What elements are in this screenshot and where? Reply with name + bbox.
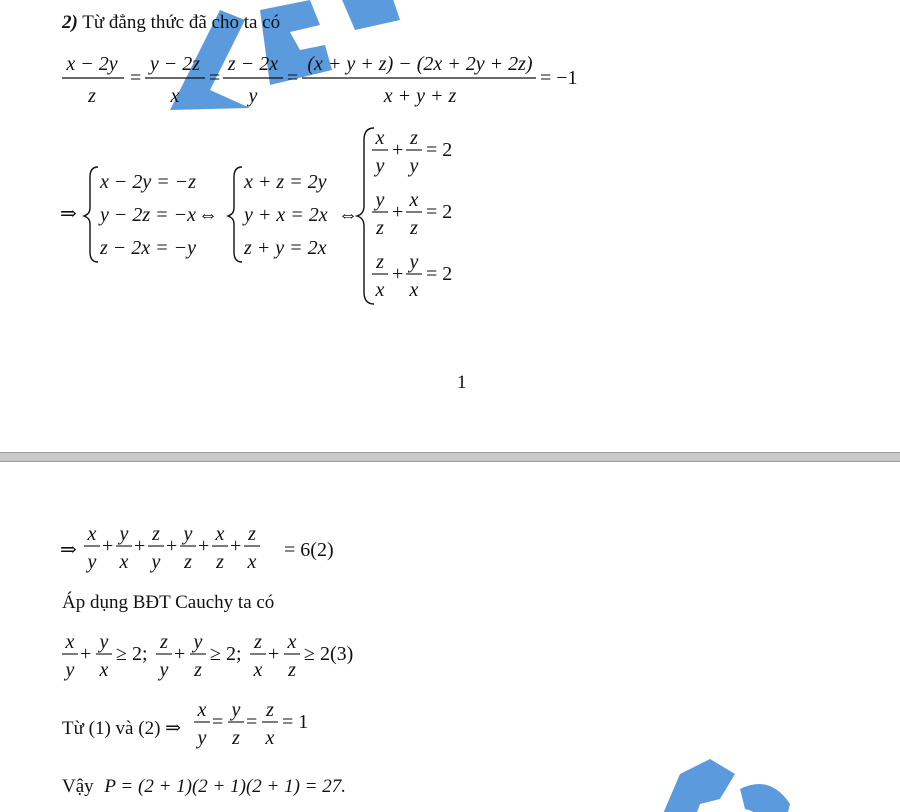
ineq-g1-f2-den: x bbox=[99, 659, 109, 681]
system1-line1: x − 2y = −z bbox=[100, 171, 197, 193]
s3r3-b-den: x bbox=[409, 279, 419, 301]
s3r1-b-num: z bbox=[410, 127, 418, 149]
page-separator bbox=[0, 452, 900, 462]
conc-f1-den: y bbox=[197, 727, 207, 749]
sum-frac-5-den: z bbox=[216, 551, 224, 573]
sum-implies: ⇒ bbox=[60, 539, 77, 561]
page-number: 1 bbox=[457, 372, 467, 393]
brace-3 bbox=[357, 128, 374, 304]
ineq-g2-f1-num: z bbox=[160, 631, 168, 653]
conc-f3-num: z bbox=[266, 699, 274, 721]
sum-frac-5-num: x bbox=[215, 523, 225, 545]
ineq-g2-f1-den: y bbox=[159, 659, 169, 681]
final-prefix: Vậy bbox=[62, 776, 94, 797]
s3r2-b-den: z bbox=[410, 217, 418, 239]
ineq-g3-f2-num: x bbox=[287, 631, 297, 653]
conc-result: = 1 bbox=[282, 711, 309, 733]
s3r1-a-den: y bbox=[375, 155, 385, 177]
ineq-g3-ge: ≥ 2(3) bbox=[304, 643, 354, 665]
sum-plus-4: + bbox=[198, 535, 210, 557]
ineq-g3-f1-den: x bbox=[253, 659, 263, 681]
ineq-g3-f1-num: z bbox=[254, 631, 262, 653]
s3r1-b-den: y bbox=[409, 155, 419, 177]
ineq-g1-f1-num: x bbox=[65, 631, 75, 653]
sum-frac-1-num: x bbox=[87, 523, 97, 545]
ineq-g3-plus: + bbox=[268, 643, 280, 665]
section-heading bbox=[62, 12, 280, 34]
equation-system bbox=[58, 122, 498, 312]
sum-frac-4-num: y bbox=[183, 523, 193, 545]
system2-line1: x + z = 2y bbox=[244, 171, 327, 193]
iff-1: ⇔ bbox=[198, 204, 218, 226]
heading-text: Từ đẳng thức đã cho ta có bbox=[82, 12, 281, 33]
svg-text:=: = bbox=[246, 711, 258, 733]
ineq-g1-plus: + bbox=[80, 643, 92, 665]
s3r1-plus: + bbox=[392, 139, 404, 161]
system2-line3: z + y = 2x bbox=[244, 237, 327, 259]
ineq-g2-ge: ≥ 2; bbox=[210, 643, 242, 665]
svg-text:=: = bbox=[212, 711, 224, 733]
frac4-numerator: (x + y + z) − (2x + 2y + 2z) bbox=[307, 53, 533, 75]
system2-line2: y + x = 2x bbox=[244, 204, 328, 226]
conc-f1-num: x bbox=[197, 699, 207, 721]
final-expression: P = (2 + 1)(2 + 1)(2 + 1) = 27. bbox=[104, 776, 346, 797]
s3r2-plus: + bbox=[392, 201, 404, 223]
s3r2-b-num: x bbox=[409, 189, 419, 211]
sum-plus-2: + bbox=[134, 535, 146, 557]
ineq-g1-ge: ≥ 2; bbox=[116, 643, 148, 665]
sum-result: = 6(2) bbox=[284, 539, 334, 561]
frac2-denominator: x bbox=[170, 85, 180, 107]
equation-sum bbox=[58, 518, 378, 582]
ineq-g1-f1-den: y bbox=[65, 659, 75, 681]
implies-arrow: ⇒ bbox=[60, 203, 77, 225]
frac3-denominator: y bbox=[248, 85, 258, 107]
conc-f2-den: z bbox=[232, 727, 240, 749]
document-page-2 bbox=[0, 462, 900, 812]
equation-ratio-chain bbox=[58, 46, 618, 116]
frac3-numerator: z − 2x bbox=[227, 53, 279, 75]
s3r1-rhs: = 2 bbox=[426, 139, 453, 161]
ineq-g2-f2-num: y bbox=[193, 631, 203, 653]
frac4-denominator: x + y + z bbox=[383, 85, 457, 107]
ineq-g3-f2-den: z bbox=[288, 659, 296, 681]
conc-f2-num: y bbox=[231, 699, 241, 721]
equation-inequalities bbox=[58, 626, 378, 690]
sum-frac-6-num: z bbox=[248, 523, 256, 545]
equals-1: = bbox=[130, 67, 142, 89]
s3r2-rhs: = 2 bbox=[426, 201, 453, 223]
equation-result: = −1 bbox=[540, 67, 578, 89]
sum-frac-6-den: x bbox=[247, 551, 257, 573]
sum-frac-3-num: z bbox=[152, 523, 160, 545]
equals-2: = bbox=[209, 67, 221, 89]
system1-line2: y − 2z = −x bbox=[100, 204, 197, 226]
brace-1 bbox=[84, 167, 98, 262]
equals-3: = bbox=[287, 67, 299, 89]
s3r3-b-num: y bbox=[409, 251, 419, 273]
equation-conclusion bbox=[190, 694, 330, 758]
iff-2: ⇔ bbox=[338, 204, 358, 226]
sum-frac-2-num: y bbox=[119, 523, 129, 545]
sum-frac-4-den: z bbox=[184, 551, 192, 573]
s3r1-a-num: x bbox=[375, 127, 385, 149]
sum-frac-3-den: y bbox=[151, 551, 161, 573]
ineq-g2-plus: + bbox=[174, 643, 186, 665]
watermark-logo-bottom bbox=[640, 754, 800, 812]
s3r3-plus: + bbox=[392, 263, 404, 285]
sum-plus-3: + bbox=[166, 535, 178, 557]
frac1-denominator: z bbox=[88, 85, 96, 107]
frac1-numerator: x − 2y bbox=[66, 53, 118, 75]
brace-2 bbox=[228, 167, 242, 262]
s3r2-a-num: y bbox=[375, 189, 385, 211]
cauchy-statement: Áp dụng BĐT Cauchy ta có bbox=[62, 592, 275, 613]
s3r3-a-den: x bbox=[375, 279, 385, 301]
s3r3-a-num: z bbox=[376, 251, 384, 273]
conc-f3-den: x bbox=[265, 727, 275, 749]
sum-plus-5: + bbox=[230, 535, 242, 557]
frac2-numerator: y − 2z bbox=[149, 53, 201, 75]
system1-line3: z − 2x = −y bbox=[100, 237, 197, 259]
heading-number: 2) bbox=[62, 12, 78, 33]
ineq-g1-f2-num: y bbox=[99, 631, 109, 653]
conclude-prefix: Từ (1) và (2) ⇒ bbox=[62, 718, 182, 739]
sum-plus-1: + bbox=[102, 535, 114, 557]
final-line bbox=[62, 776, 346, 798]
s3r2-a-den: z bbox=[376, 217, 384, 239]
sum-frac-2-den: x bbox=[119, 551, 129, 573]
ineq-g2-f2-den: z bbox=[194, 659, 202, 681]
sum-frac-1-den: y bbox=[87, 551, 97, 573]
s3r3-rhs: = 2 bbox=[426, 263, 453, 285]
